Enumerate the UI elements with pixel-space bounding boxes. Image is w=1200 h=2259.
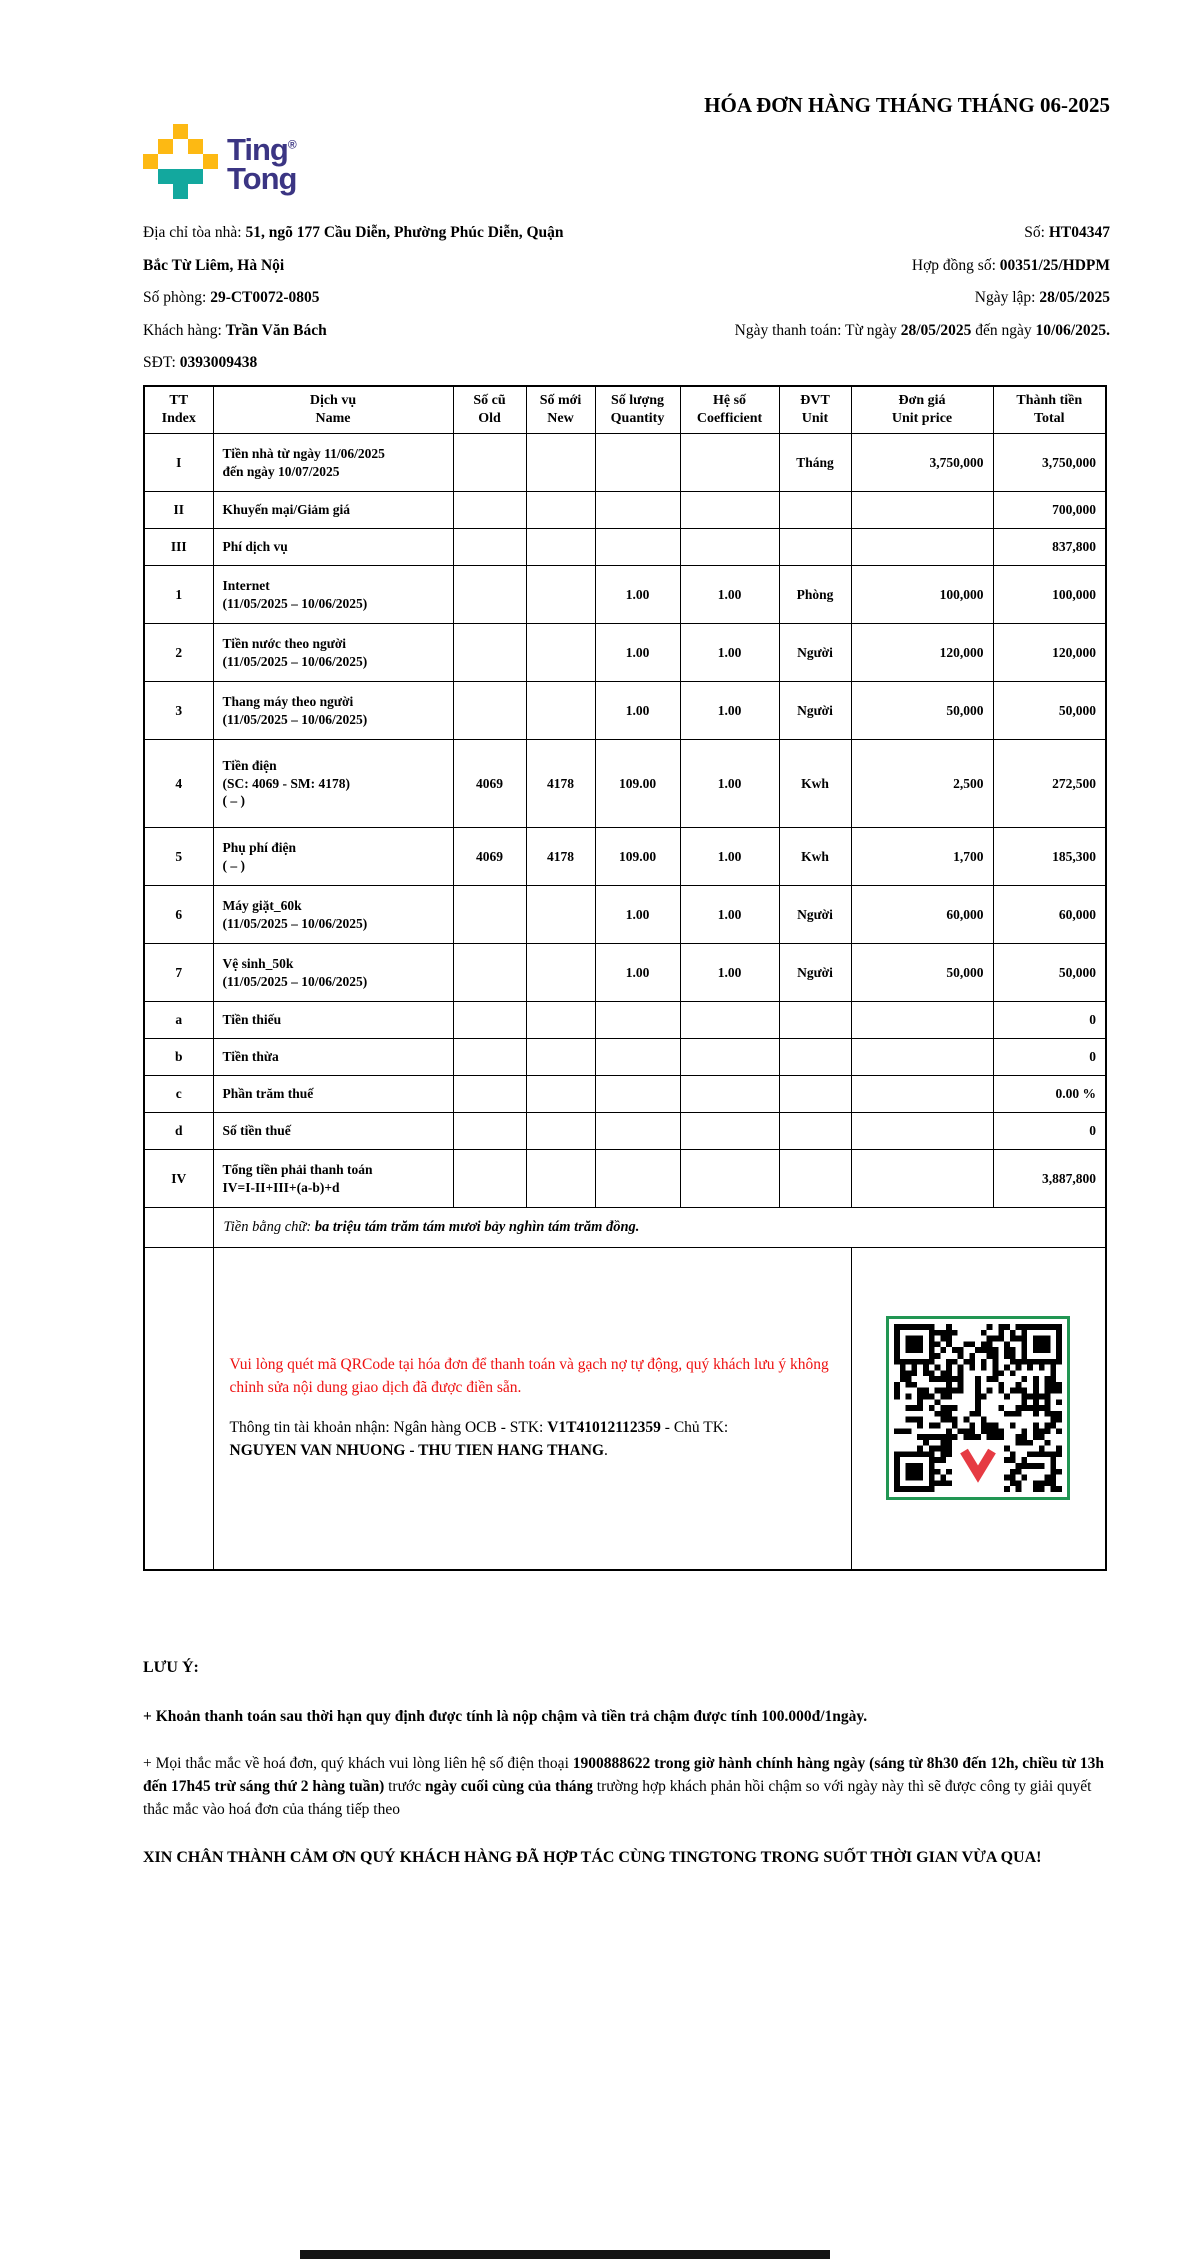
cell-quantity [595, 1002, 680, 1039]
cell-unit-price [851, 492, 993, 529]
cell-service-name: Internet (11/05/2025 – 10/06/2025) [213, 566, 453, 624]
cell-old: 4069 [453, 828, 526, 886]
cell-coefficient [680, 529, 779, 566]
invoice-table [143, 385, 1107, 1571]
notes-heading: LƯU Ý: [143, 1658, 199, 1676]
table-row [144, 828, 1106, 886]
bank-account-info: Thông tin tài khoản nhận: Ngân hàng OCB - STK: V1T41012112359 - Chủ TK: NGUYEN VAN NHUONG - THU TIEN HANG THANG. [229, 1419, 729, 1459]
cell-unit-price: 3,750,000 [851, 434, 993, 492]
cell-service-name: Tiền nhà từ ngày 11/06/2025 đến ngày 10/07/2025 [213, 434, 453, 492]
cell-new [526, 1076, 595, 1113]
cell-coefficient: 1.00 [680, 682, 779, 740]
cell-unit: Người [779, 944, 851, 1002]
cell-total: 837,800 [993, 529, 1106, 566]
header-index: TT Index [144, 386, 213, 434]
cell-coefficient [680, 1113, 779, 1150]
cell-service-name: Phụ phí điện ( – ) [213, 828, 453, 886]
cell-old [453, 1113, 526, 1150]
table-row [144, 1039, 1106, 1076]
cell-quantity [595, 1113, 680, 1150]
cell-total: 0 [993, 1113, 1106, 1150]
cell-unit: Kwh [779, 740, 851, 828]
header-unit: ĐVT Unit [779, 386, 851, 434]
cell-service-name: Vệ sinh_50k (11/05/2025 – 10/06/2025) [213, 944, 453, 1002]
cell-coefficient: 1.00 [680, 886, 779, 944]
cell-index: III [144, 529, 213, 566]
cell-index [144, 1208, 213, 1248]
cell-quantity: 1.00 [595, 886, 680, 944]
cell-new [526, 1002, 595, 1039]
cell-total: 50,000 [993, 682, 1106, 740]
cell-old [453, 1150, 526, 1208]
cell-coefficient [680, 1039, 779, 1076]
cell-quantity: 1.00 [595, 682, 680, 740]
cell-index: a [144, 1002, 213, 1039]
invoice-meta [646, 217, 1110, 380]
qr-code-frame [886, 1316, 1070, 1500]
payment-instructions [213, 1248, 851, 1570]
cell-unit [779, 529, 851, 566]
cell-index: 2 [144, 624, 213, 682]
cell-coefficient [680, 1150, 779, 1208]
qr-payment-row [144, 1248, 1106, 1570]
cell-service-name: Tiền điện (SC: 4069 - SM: 4178) ( – ) [213, 740, 453, 828]
cell-unit: Tháng [779, 434, 851, 492]
cell-total: 272,500 [993, 740, 1106, 828]
cell-unit-price: 50,000 [851, 944, 993, 1002]
header-total: Thành tiền Total [993, 386, 1106, 434]
cell-old [453, 529, 526, 566]
next-page-edge [300, 2250, 830, 2259]
cell-old: 4069 [453, 740, 526, 828]
cell-service-name: Máy giặt_60k (11/05/2025 – 10/06/2025) [213, 886, 453, 944]
header-service: Dịch vụ Name [213, 386, 453, 434]
cell-new [526, 529, 595, 566]
qr-scan-note: Vui lòng quét mã QRCode tại hóa đơn để thanh toán và gạch nợ tự động, quý khách lưu ý không chỉnh sửa nội dung giao dịch đã được điền sẵn. [229, 1356, 829, 1396]
cell-new [526, 886, 595, 944]
thanks-message: XIN CHÂN THÀNH CẢM ƠN QUÝ KHÁCH HÀNG ĐÃ HỢP TÁC CÙNG TINGTONG TRONG SUỐT THỜI GIAN VỪA QUA! [143, 1848, 1042, 1866]
cell-unit-price [851, 1076, 993, 1113]
cell-service-name: Số tiền thuế [213, 1113, 453, 1150]
cell-new [526, 944, 595, 1002]
cell-index: 1 [144, 566, 213, 624]
cell-old [453, 1002, 526, 1039]
cell-coefficient: 1.00 [680, 944, 779, 1002]
cell-service-name: Phí dịch vụ [213, 529, 453, 566]
cell-unit-price: 120,000 [851, 624, 993, 682]
cell-quantity: 1.00 [595, 624, 680, 682]
cell-quantity: 1.00 [595, 566, 680, 624]
cell-service-name: Tiền nước theo người (11/05/2025 – 10/06/2025) [213, 624, 453, 682]
cell-index [144, 1248, 213, 1570]
cell-unit-price [851, 1039, 993, 1076]
invoice-number: Số: HT04347 [1024, 224, 1110, 241]
table-row [144, 740, 1106, 828]
qr-code [894, 1324, 1062, 1492]
header-new: Số mới New [526, 386, 595, 434]
table-row [144, 1076, 1106, 1113]
table-header [144, 386, 1106, 434]
customer-name: Khách hàng: Trần Văn Bách [143, 321, 327, 339]
cell-index: II [144, 492, 213, 529]
cell-total: 185,300 [993, 828, 1106, 886]
cell-unit-price: 1,700 [851, 828, 993, 886]
cell-index: IV [144, 1150, 213, 1208]
cell-new [526, 1113, 595, 1150]
cell-unit [779, 492, 851, 529]
cell-old [453, 434, 526, 492]
cell-unit-price: 60,000 [851, 886, 993, 944]
building-address-line1: Địa chỉ tòa nhà: 51, ngõ 177 Cầu Diễn, Phường Phúc Diễn, Quận [143, 224, 564, 241]
cell-total: 3,750,000 [993, 434, 1106, 492]
cell-quantity [595, 529, 680, 566]
cell-unit: Kwh [779, 828, 851, 886]
cell-unit-price [851, 1002, 993, 1039]
table-row [144, 1113, 1106, 1150]
cell-quantity [595, 1039, 680, 1076]
cell-total: 50,000 [993, 944, 1106, 1002]
invoice-info [143, 217, 1110, 380]
cell-coefficient [680, 434, 779, 492]
cell-coefficient [680, 492, 779, 529]
cell-unit [779, 1002, 851, 1039]
cell-coefficient [680, 1076, 779, 1113]
header-coefficient: Hệ số Coefficient [680, 386, 779, 434]
qr-code-cell [851, 1248, 1106, 1570]
cell-index: 4 [144, 740, 213, 828]
cell-unit [779, 1076, 851, 1113]
cell-coefficient: 1.00 [680, 624, 779, 682]
room-number: Số phòng: 29-CT0072-0805 [143, 289, 320, 306]
cell-total: 100,000 [993, 566, 1106, 624]
contract-number: Hợp đồng số: 00351/25/HDPM [911, 256, 1110, 274]
cell-new: 4178 [526, 828, 595, 886]
cell-index: 6 [144, 886, 213, 944]
issue-date: Ngày lập: 28/05/2025 [974, 289, 1110, 306]
header-unit-price: Đơn giá Unit price [851, 386, 993, 434]
cell-unit-price [851, 1113, 993, 1150]
cell-unit [779, 1039, 851, 1076]
cell-index: 5 [144, 828, 213, 886]
tingtong-wordmark: Ting® Tong [227, 132, 297, 196]
table-row [144, 434, 1106, 492]
table-row [144, 529, 1106, 566]
notes-section [143, 1659, 1110, 1870]
cell-new [526, 682, 595, 740]
cell-total: 60,000 [993, 886, 1106, 944]
cell-new [526, 434, 595, 492]
note-contact: + Mọi thắc mắc về hoá đơn, quý khách vui lòng liên hệ số điện thoại 1900888622 trong giờ hành chính hàng ngày (sáng từ 8h30 đến 12h, chiều từ 13h đến 17h45 trừ sáng thứ 2 hàng tuần) trước ngày cuối cùng của tháng trường hợp khách phản hồi chậm so với ngày này thì sẽ được công ty giải quyết thắc mắc vào hoá đơn của tháng tiếp theo [143, 1754, 1104, 1819]
building-address-line2: Bắc Từ Liêm, Hà Nội [143, 256, 285, 274]
table-row [144, 1002, 1106, 1039]
cell-coefficient: 1.00 [680, 740, 779, 828]
cell-old [453, 1039, 526, 1076]
cell-service-name: Tổng tiền phải thanh toán IV=I-II+III+(a-b)+d [213, 1150, 453, 1208]
cell-quantity [595, 492, 680, 529]
amount-in-words: Tiền bằng chữ: ba triệu tám trăm tám mươi bảy nghìn tám trăm đồng. [213, 1208, 1106, 1248]
cell-service-name: Thang máy theo người (11/05/2025 – 10/06/2025) [213, 682, 453, 740]
cell-service-name: Phần trăm thuế [213, 1076, 453, 1113]
cell-quantity: 1.00 [595, 944, 680, 1002]
table-row [144, 492, 1106, 529]
cell-index: d [144, 1113, 213, 1150]
cell-unit-price [851, 1150, 993, 1208]
cell-new [526, 1039, 595, 1076]
cell-index: I [144, 434, 213, 492]
cell-index: b [144, 1039, 213, 1076]
cell-unit-price: 50,000 [851, 682, 993, 740]
cell-old [453, 492, 526, 529]
invoice-title: HÓA ĐƠN HÀNG THÁNG THÁNG 06-2025 [704, 93, 1110, 117]
cell-quantity [595, 1150, 680, 1208]
cell-total: 0.00 % [993, 1076, 1106, 1113]
invoice-table-body [144, 434, 1106, 1208]
cell-unit-price: 2,500 [851, 740, 993, 828]
cell-index: c [144, 1076, 213, 1113]
table-row [144, 944, 1106, 1002]
table-row [144, 624, 1106, 682]
customer-info [143, 217, 646, 380]
cell-new [526, 1150, 595, 1208]
cell-unit: Người [779, 682, 851, 740]
cell-old [453, 682, 526, 740]
table-row [144, 1150, 1106, 1208]
cell-unit [779, 1113, 851, 1150]
cell-coefficient [680, 1002, 779, 1039]
cell-old [453, 886, 526, 944]
cell-unit [779, 1150, 851, 1208]
header-quantity: Số lượng Quantity [595, 386, 680, 434]
cell-total: 700,000 [993, 492, 1106, 529]
amount-in-words-row [144, 1208, 1106, 1248]
cell-index: 3 [144, 682, 213, 740]
cell-old [453, 1076, 526, 1113]
cell-unit-price [851, 529, 993, 566]
tingtong-logo [143, 124, 297, 199]
note-late-fee: + Khoản thanh toán sau thời hạn quy định được tính là nộp chậm và tiền trả chậm được tính 100.000đ/1ngày. [143, 1707, 868, 1725]
cell-new [526, 492, 595, 529]
table-row [144, 566, 1106, 624]
cell-unit: Người [779, 886, 851, 944]
table-row [144, 682, 1106, 740]
cell-coefficient: 1.00 [680, 566, 779, 624]
registered-mark: ® [287, 137, 297, 152]
cell-new [526, 624, 595, 682]
customer-phone: SĐT: 0393009438 [143, 354, 258, 371]
invoice-header [143, 92, 1110, 199]
cell-quantity [595, 434, 680, 492]
cell-service-name: Tiền thiếu [213, 1002, 453, 1039]
cell-unit: Người [779, 624, 851, 682]
cell-index: 7 [144, 944, 213, 1002]
cell-service-name: Tiền thừa [213, 1039, 453, 1076]
cell-total: 3,887,800 [993, 1150, 1106, 1208]
cell-new [526, 566, 595, 624]
cell-total: 0 [993, 1039, 1106, 1076]
cell-old [453, 624, 526, 682]
header-old: Số cũ Old [453, 386, 526, 434]
cell-quantity: 109.00 [595, 740, 680, 828]
cell-unit: Phòng [779, 566, 851, 624]
table-row [144, 886, 1106, 944]
cell-old [453, 944, 526, 1002]
payment-period: Ngày thanh toán: Từ ngày 28/05/2025 đến ngày 10/06/2025. [734, 321, 1110, 339]
cell-coefficient: 1.00 [680, 828, 779, 886]
tingtong-logo-icon [143, 124, 218, 199]
cell-unit-price: 100,000 [851, 566, 993, 624]
cell-total: 120,000 [993, 624, 1106, 682]
cell-old [453, 566, 526, 624]
cell-quantity [595, 1076, 680, 1113]
cell-new: 4178 [526, 740, 595, 828]
cell-service-name: Khuyến mại/Giảm giá [213, 492, 453, 529]
cell-quantity: 109.00 [595, 828, 680, 886]
cell-total: 0 [993, 1002, 1106, 1039]
